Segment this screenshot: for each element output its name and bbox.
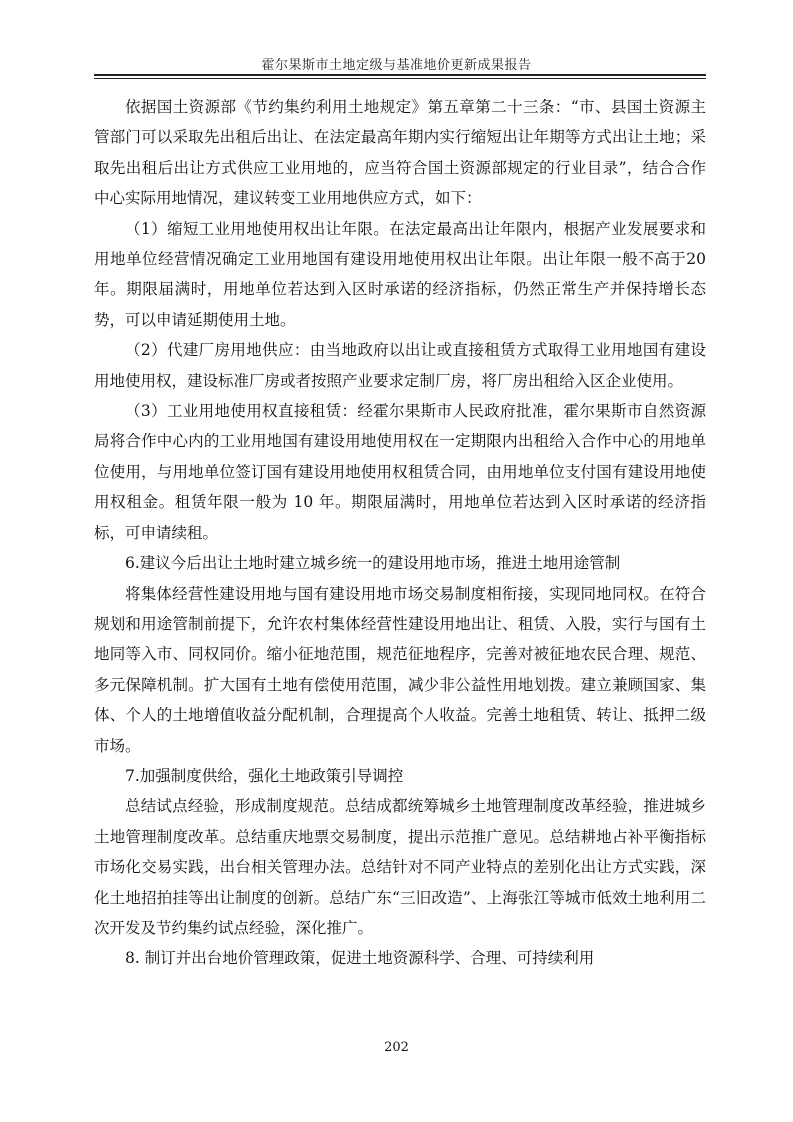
item-1-paragraph: （1）缩短工业用地使用权出让年限。在法定最高出让年限内，根据产业发展要求和用地单位经营情况确定工业用地国有建设用地使用权出让年限。出让年限一般不高于20年。期限届满时，用地单位若达到入区时承诺的经济指标，仍然正常生产并保持增长态势，可以申请延期使用土地。 bbox=[94, 219, 706, 329]
item-3-paragraph: （3）工业用地使用权直接租赁：经霍尔果斯市人民政府批准，霍尔果斯市自然资源局将合作中心内的工业用地国有建设用地使用权在一定期限内出租给入合作中心的用地单位使用，与用地单位签订国有建设用地使用权租赁合同，由用地单位支付国有建设用地使用权租金。租赁年限一般为 10 年。期限届满时，用地单位若达到入区时承诺的经济指标，可申请续租。 bbox=[94, 402, 706, 542]
document-header: 霍尔果斯市土地定级与基准地价更新成果报告 bbox=[261, 58, 532, 73]
document-body bbox=[94, 92, 706, 974]
section-7-heading: 7.加强制度供给，强化土地政策引导调控 bbox=[125, 766, 404, 785]
header-rule-thin bbox=[94, 78, 706, 79]
intro-paragraph: 依据国土资源部《节约集约利用土地规定》第五章第二十三条：“市、县国土资源主管部门可以采取先出租后出让、在法定最高年期内实行缩短出让年期等方式出让土地；采取先出租后出让方式供应工业用地的，应当符合国土资源部规定的行业目录”，结合合作中心实际用地情况，建议转变工业用地供应方式，如下： bbox=[94, 98, 706, 208]
header-rule bbox=[94, 74, 706, 76]
item-2-paragraph: （2）代建厂房用地供应：由当地政府以出让或直接租赁方式取得工业用地国有建设用地使用权，建设标准厂房或者按照产业要求定制厂房，将厂房出租给入区企业使用。 bbox=[94, 341, 706, 390]
section-6-paragraph: 将集体经营性建设用地与国有建设用地市场交易制度相衔接，实现同地同权。在符合规划和用途管制前提下，允许农村集体经营性建设用地出让、租赁、入股，实行与国有土地同等入市、同权同价。缩小征地范围，规范征地程序，完善对被征地农民合理、规范、多元保障机制。扩大国有土地有偿使用范围，减少非公益性用地划拨。建立兼顾国家、集体、个人的土地增值收益分配机制，合理提高个人收益。完善土地租赁、转让、抵押二级市场。 bbox=[94, 584, 706, 755]
page-number: 202 bbox=[384, 1040, 409, 1055]
section-7-paragraph: 总结试点经验，形成制度规范。总结成都统筹城乡土地管理制度改革经验，推进城乡土地管理制度改革。总结重庆地票交易制度，提出示范推广意见。总结耕地占补平衡指标市场化交易实践，出台相关管理办法。总结针对不同产业特点的差别化出让方式实践，深化土地招拍挂等出让制度的创新。总结广东“三旧改造”、上海张江等城市低效土地利用二次开发及节约集约试点经验，深化推广。 bbox=[94, 797, 706, 937]
section-8-heading: 8. 制订并出台地价管理政策，促进土地资源科学、合理、可持续利用 bbox=[125, 949, 595, 968]
section-6-heading: 6.建议今后出让土地时建立城乡统一的建设用地市场，推进土地用途管制 bbox=[125, 554, 621, 573]
